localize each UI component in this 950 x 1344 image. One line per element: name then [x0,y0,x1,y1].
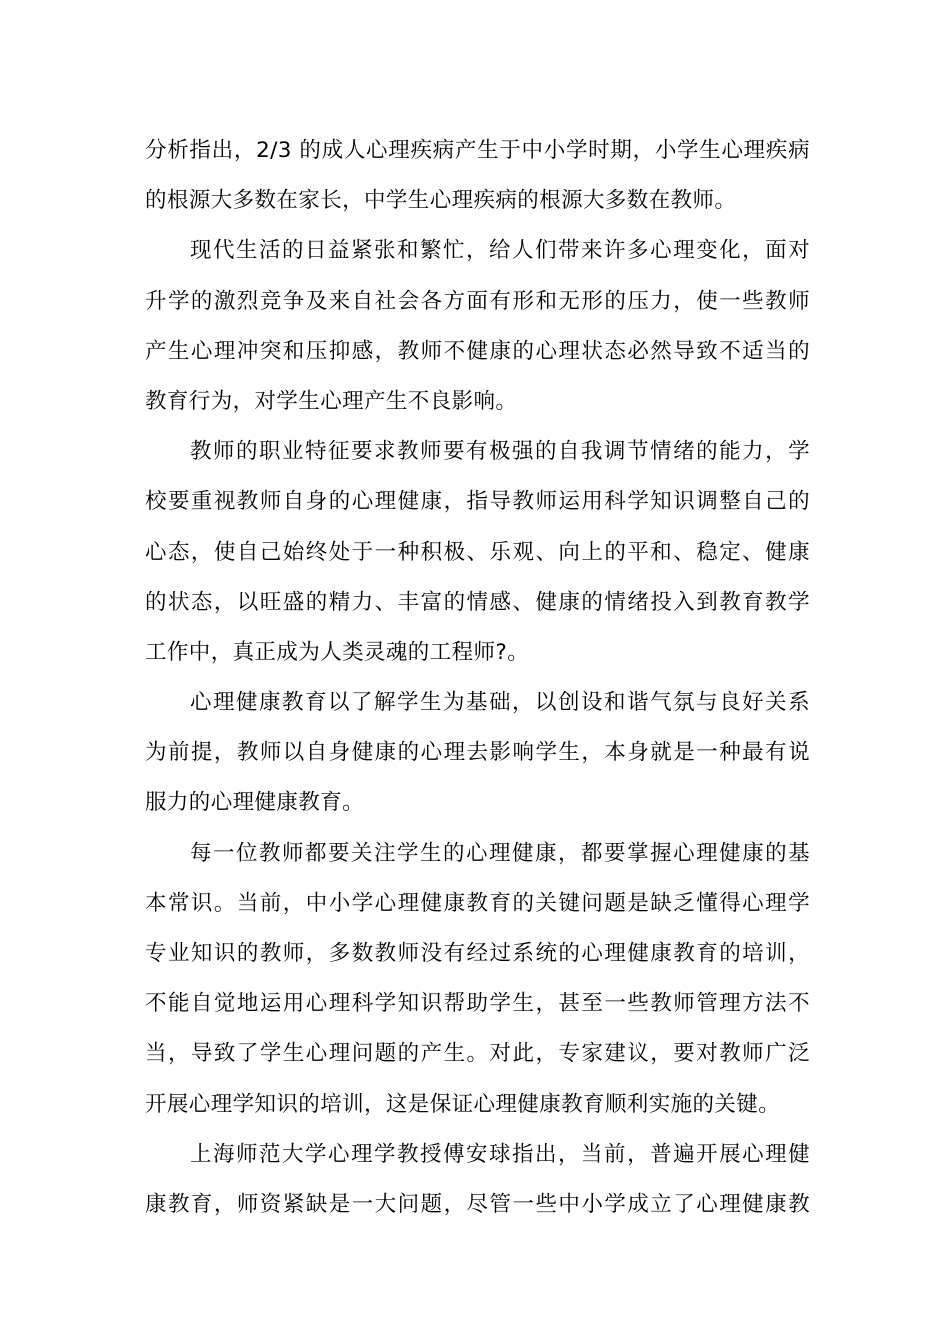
text-line: 本常识。当前，中小学心理健康教育的关键问题是缺乏懂得心理学 [145,890,810,916]
text-line: 校要重视教师自身的心理健康，指导教师运用科学知识调整自己的 [145,489,810,515]
text-line: 的根源大多数在家长，中学生心理疾病的根源大多数在教师。 [145,188,737,214]
text-line: 服力的心理健康教育。 [145,790,365,816]
text-line: 教师的职业特征要求教师要有极强的自我调节情绪的能力，学 [190,439,810,465]
text-line: 心态，使自己始终处于一种积极、乐观、向上的平和、稳定、健康 [145,539,810,565]
text-line: 升学的激烈竞争及来自社会各方面有形和无形的压力，使一些教师 [145,288,810,314]
text-line: 现代生活的日益紧张和繁忙，给人们带来许多心理变化，面对 [190,238,810,264]
paragraph [145,829,810,1130]
text-line: 上海师范大学心理学教授傅安球指出，当前，普遍开展心理健 [190,1141,810,1167]
paragraph [145,1130,810,1230]
text-line: 为前提，教师以自身健康的心理去影响学生，本身就是一种最有说 [145,740,810,766]
text-line: 不能自觉地运用心理科学知识帮助学生，甚至一些教师管理方法不 [145,991,810,1017]
paragraph [145,126,810,226]
paragraph [145,427,810,678]
text-line: 分析指出，2/3 的成人心理疾病产生于中小学时期，小学生心理疾病 [145,138,810,163]
text-line: 的状态，以旺盛的精力、丰富的情感、健康的情绪投入到教育教学 [145,589,810,615]
text-line: 康教育，师资紧缺是一大问题，尽管一些中小学成立了心理健康教 [145,1191,810,1217]
text-line: 开展心理学知识的培训，这是保证心理健康教育顺利实施的关键。 [145,1091,781,1117]
paragraph [145,678,810,829]
text-line: 工作中，真正成为人类灵魂的工程师?。 [145,639,530,665]
text-line: 心理健康教育以了解学生为基础，以创设和谐气氛与良好关系 [190,690,810,716]
document-body [145,126,810,1230]
text-line: 产生心理冲突和压抑感，教师不健康的心理状态必然导致不适当的 [145,338,810,364]
paragraph [145,226,810,427]
text-line: 教育行为，对学生心理产生不良影响。 [145,388,518,414]
text-line: 专业知识的教师，多数教师没有经过系统的心理健康教育的培训， [145,941,810,966]
text-line: 每一位教师都要关注学生的心理健康，都要掌握心理健康的基 [190,840,810,866]
text-line: 当，导致了学生心理问题的产生。对此，专家建议，要对教师广泛 [145,1041,810,1067]
